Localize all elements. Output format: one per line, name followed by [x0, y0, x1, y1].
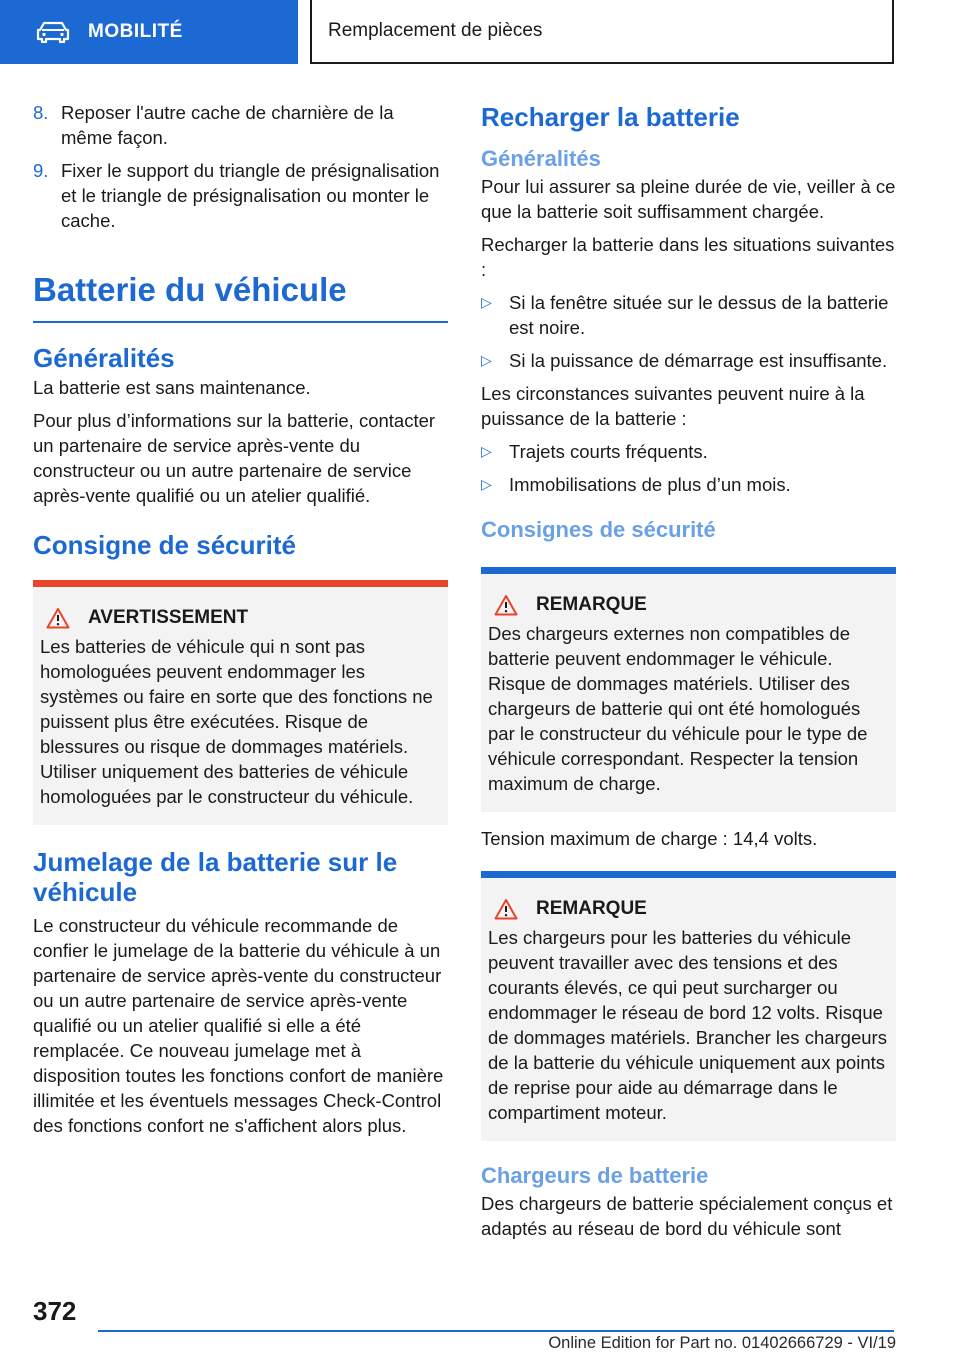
step-text: Reposer l'autre cache de charnière de la même façon.	[61, 102, 394, 148]
list-item	[481, 348, 896, 373]
right-column	[481, 100, 896, 1249]
warning-icon	[494, 594, 518, 616]
paragraph-chargers: Des chargeurs de batterie spécialement conçus et adaptés au réseau de bord du véhicule sont	[481, 1193, 893, 1239]
heading-battery: Batterie du véhicule	[33, 271, 347, 308]
paragraph-circumstances: Les circonstances suivantes peuvent nuire à la puissance de la batterie :	[481, 383, 865, 429]
car-icon	[36, 21, 70, 43]
step-text: Fixer le support du triangle de présignalisation et le triangle de présignalisation ou monter le cache.	[61, 160, 440, 231]
list-item-text: Si la puissance de démarrage est insuffisante.	[509, 350, 888, 371]
note-text: Les chargeurs pour les batteries du véhicule peuvent travailler avec des tensions et des courants élevés, ce qui peut surcharger ou endommager le réseau de bord 12 volts. Risque de dommages matériels. Brancher les chargeurs de la batterie du véhicule uniquement aux points de reprise pour aide au démarrage dans le compartiment moteur.	[488, 927, 887, 1123]
section-tab[interactable]	[0, 0, 298, 64]
warning-text: Les batteries de véhicule qui n sont pas homologuées peuvent endommager les systèmes ou faire en sorte que des fonctions ne puissent plus être exécutées. Risque de blessures ou risque de dommages matériels. Utiliser uniquement des batteries de véhicule homologuées par le constructeur du véhicule.	[40, 636, 433, 807]
list-item-text: Si la fenêtre située sur le dessus de la batterie est noire.	[509, 292, 889, 338]
note-box	[481, 871, 896, 1141]
left-column	[33, 100, 448, 1146]
note-title: REMARQUE	[536, 898, 647, 919]
list-item-text: Trajets courts fréquents.	[509, 441, 708, 462]
footer-edition: Online Edition for Part no. 01402666729 - VI/19	[548, 1334, 896, 1352]
warning-icon	[46, 607, 70, 629]
note-text: Des chargeurs externes non compatibles de batterie peuvent endommager le véhicule. Risque de dommages matériels. Utiliser des chargeurs de batterie qui ont été homologués par le constructeur du véhicule pour le type de véhicule correspondant. Respecter la tension maximum de charge.	[488, 623, 868, 794]
chapter-title: Remplacement de pièces	[310, 0, 894, 64]
warning-title: AVERTISSEMENT	[88, 607, 249, 628]
bullet-triangle-icon: ▷	[481, 352, 492, 368]
section-label: MOBILITÉ	[88, 21, 183, 42]
paragraph-voltage: Tension maximum de charge : 14,4 volts.	[481, 828, 818, 849]
note-box	[481, 567, 896, 812]
paragraph-intro: Pour lui assurer sa pleine durée de vie, veiller à ce que la batterie soit suffisamment chargée.	[481, 176, 896, 222]
page-number: 372	[33, 1296, 77, 1326]
list-item	[481, 439, 896, 464]
bullet-triangle-icon: ▷	[481, 476, 492, 492]
heading-recharge: Recharger la batterie	[481, 102, 740, 132]
warning-header	[40, 605, 441, 630]
note-header	[488, 896, 889, 921]
warning-icon	[494, 898, 518, 920]
heading-chargers: Chargeurs de batterie	[481, 1163, 709, 1188]
footer-rule	[98, 1330, 894, 1332]
heading-general-right: Généralités	[481, 146, 601, 171]
paragraph-situations: Recharger la batterie dans les situations suivantes :	[481, 234, 895, 280]
step-number: 8.	[33, 102, 49, 123]
heading-safety: Consigne de sécurité	[33, 530, 296, 560]
step-number: 9.	[33, 160, 49, 181]
paragraph-maintenance: La batterie est sans maintenance.	[33, 377, 311, 398]
list-item	[481, 290, 896, 340]
heading-general: Généralités	[33, 343, 175, 373]
bullet-triangle-icon: ▷	[481, 443, 492, 459]
step-item	[33, 100, 448, 150]
note-title: REMARQUE	[536, 594, 647, 615]
bullet-triangle-icon: ▷	[481, 294, 492, 310]
heading-pairing: Jumelage de la batterie sur le véhicule	[33, 847, 398, 907]
list-item	[481, 472, 896, 497]
paragraph-pairing: Le constructeur du véhicule recommande de confier le jumelage de la batterie du véhicule à un partenaire de service après-vente du constructeur ou un autre partenaire de service après-vente qualifié ou un atelier qualifié si elle a été remplacée. Ce nouveau jumelage met à disposition toutes les fonctions confort de manière illimitée et les éventuels messages Check-Control des fonctions confort ne s'affichent alors plus.	[33, 915, 444, 1136]
heading-safety-right: Consignes de sécurité	[481, 517, 716, 542]
warning-box	[33, 580, 448, 825]
paragraph-info: Pour plus d’informations sur la batterie, contacter un partenaire de service après-vente du constructeur ou un autre partenaire de service après-vente qualifié ou un atelier qualifié.	[33, 410, 436, 506]
step-item	[33, 158, 448, 233]
note-header	[488, 592, 889, 617]
list-item-text: Immobilisations de plus d’un mois.	[509, 474, 791, 495]
heading-rule	[33, 321, 448, 323]
